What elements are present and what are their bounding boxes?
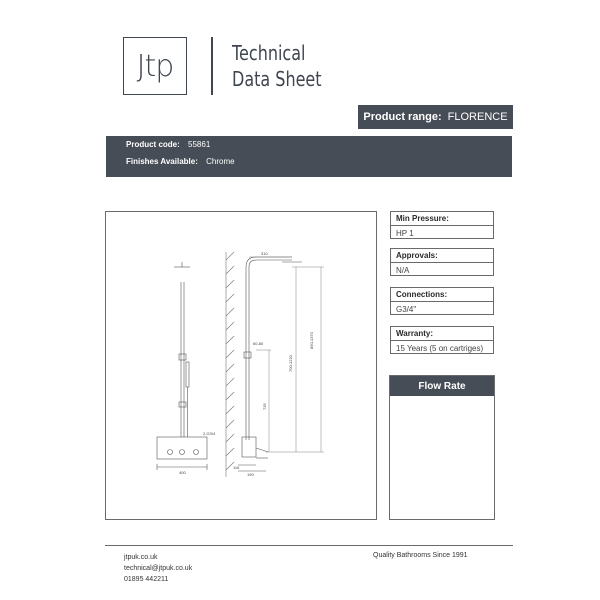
- dim-inlet: 2-G3/4: [203, 431, 216, 436]
- front-view: [157, 262, 207, 470]
- spec-value: G3/4": [396, 305, 417, 314]
- spec-label: Warranty:: [391, 329, 493, 341]
- product-range-value: FLORENCE: [447, 111, 508, 123]
- spec-label: Min Pressure:: [391, 214, 493, 226]
- spec-min-pressure: [390, 211, 494, 239]
- dim-height-low: 735: [262, 403, 267, 410]
- product-range-label: Product range:: [363, 111, 442, 123]
- jtp-logo: [123, 37, 187, 95]
- logo-divider: [211, 37, 213, 95]
- spec-label: Connections:: [391, 290, 493, 302]
- spec-warranty: [390, 326, 494, 354]
- flow-rate-box: [389, 375, 495, 520]
- spec-value: HP 1: [396, 229, 414, 238]
- spec-label: Approvals:: [391, 251, 493, 263]
- dim-width-front: 400: [179, 470, 186, 475]
- dim-depth-base: 190: [247, 472, 254, 477]
- spec-value: N/A: [396, 266, 410, 275]
- technical-drawing-panel: [105, 211, 377, 520]
- title-line-2: Data Sheet: [232, 67, 322, 91]
- spec-connections: [390, 287, 494, 315]
- dim-head-reach: 310: [261, 251, 268, 256]
- footer-divider: [105, 545, 513, 546]
- dim-depth-small: 116: [233, 465, 240, 470]
- wall-hatch: [226, 252, 234, 477]
- document-title: [232, 40, 322, 92]
- dim-height-total: 850-1370: [309, 332, 314, 349]
- spec-approvals: [390, 248, 494, 276]
- logo-text: Jtp: [136, 48, 174, 84]
- technical-drawing: [106, 212, 378, 521]
- product-info-band: [106, 136, 512, 177]
- dimension-lines: [249, 257, 324, 452]
- product-code-row: [126, 140, 210, 149]
- flow-rate-title: Flow Rate: [390, 376, 494, 396]
- dim-height-mid: 700-1220: [288, 355, 293, 372]
- product-code-label: Product code:: [126, 140, 180, 149]
- contact-info: [124, 552, 192, 585]
- product-range-bar: [358, 105, 513, 129]
- finishes-value: Chrome: [206, 157, 235, 166]
- title-line-1: Technical: [232, 41, 306, 65]
- company-tagline: Quality Bathrooms Since 1991: [373, 552, 468, 559]
- spec-value: 15 Years (5 on cartriges): [396, 344, 484, 353]
- finishes-row: [126, 157, 235, 166]
- finishes-label: Finishes Available:: [126, 157, 198, 166]
- email-link[interactable]: technical@jtpuk.co.uk: [124, 565, 193, 572]
- product-code-value: 55861: [188, 140, 211, 149]
- dim-top-range: 60-80: [253, 341, 264, 346]
- website-link[interactable]: jtpuk.co.uk: [124, 554, 158, 561]
- phone-number: 01895 442211: [124, 576, 169, 583]
